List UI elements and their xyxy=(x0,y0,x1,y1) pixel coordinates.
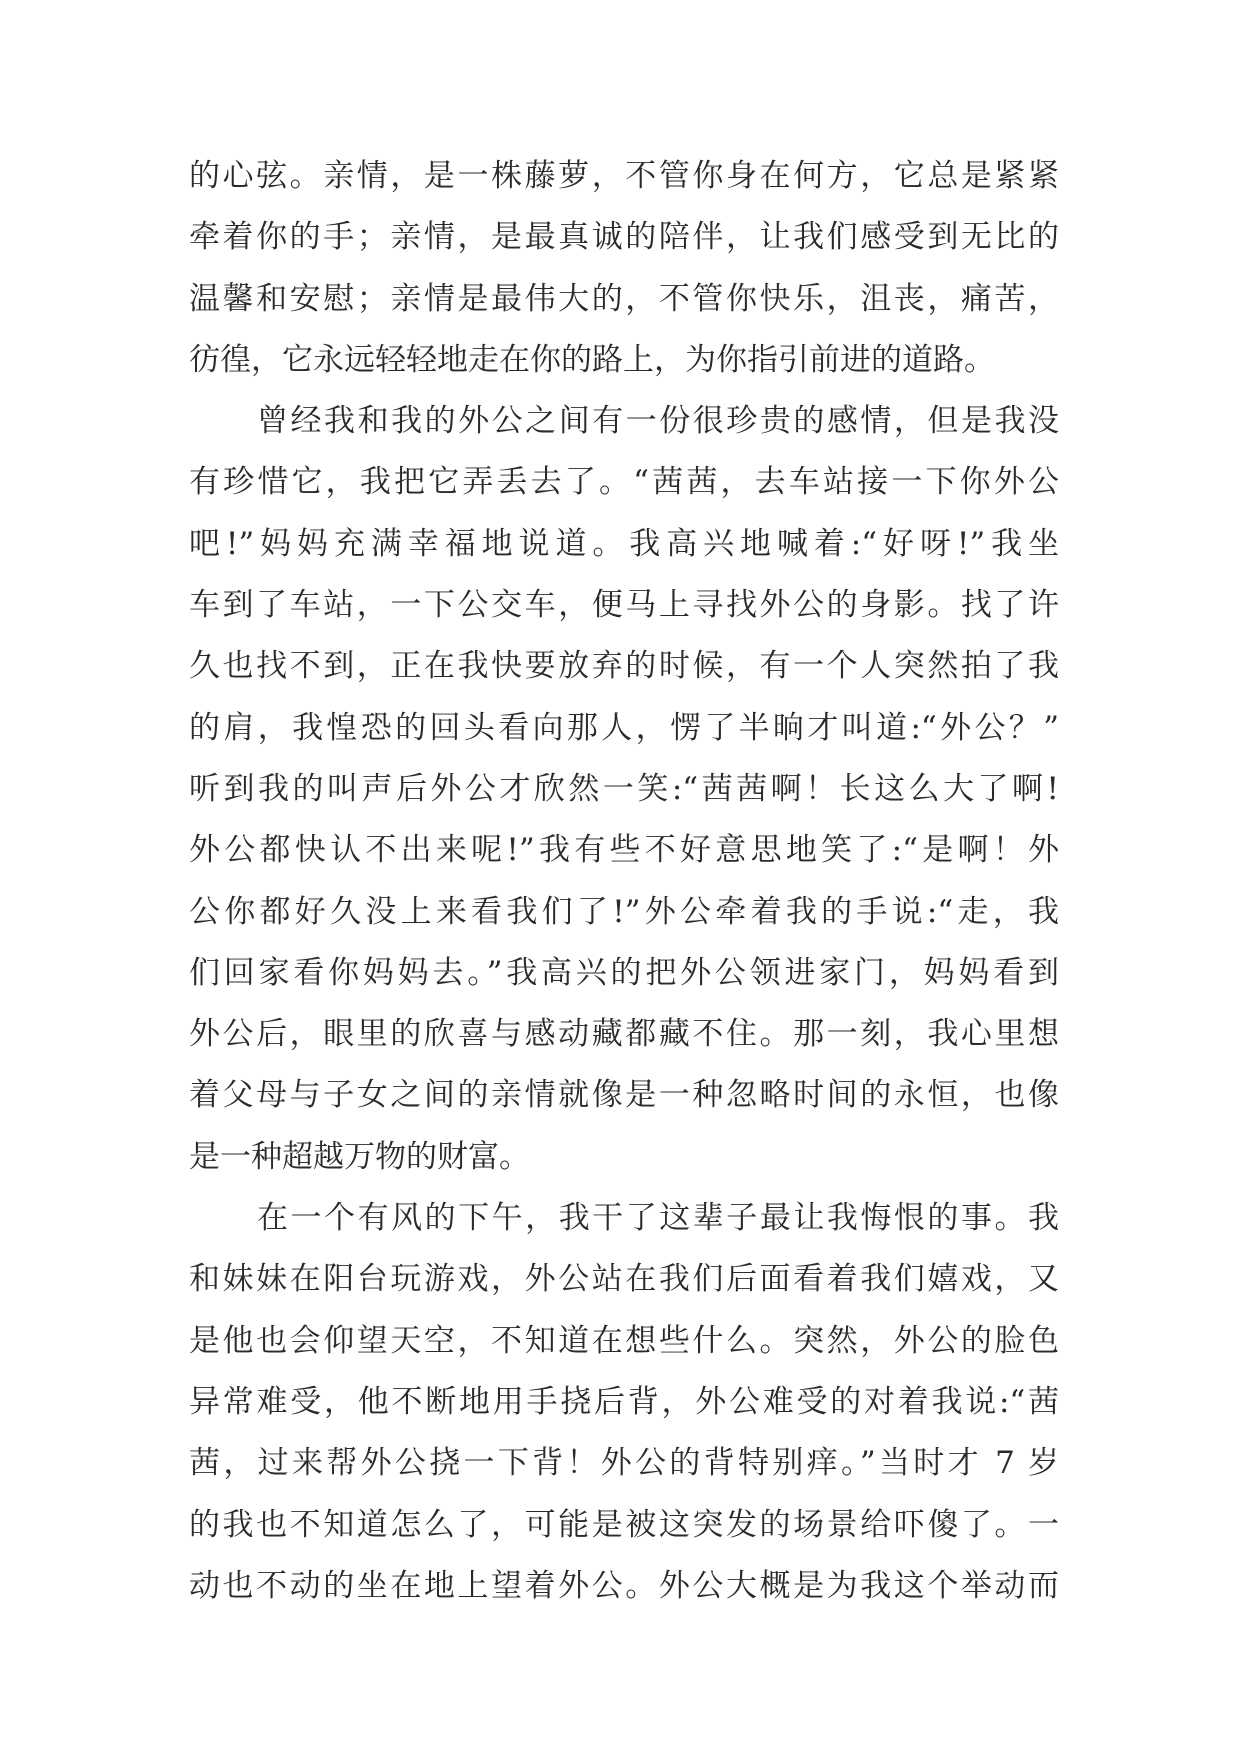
text-line: 是他也会仰望天空，不知道在想些什么。突然，外公的脸色 xyxy=(189,1322,1059,1359)
paragraph xyxy=(189,146,1059,391)
paragraph xyxy=(189,1188,1059,1617)
text-line: 外公都快认不出来呢!”我有些不好意思地笑了:“是啊！外 xyxy=(189,832,1059,869)
text-line: 外公后，眼里的欣喜与感动藏都藏不住。那一刻，我心里想 xyxy=(189,1016,1059,1053)
text-line: 听到我的叫声后外公才欣然一笑:“茜茜啊！长这么大了啊! xyxy=(189,770,1059,807)
text-line: 异常难受，他不断地用手挠后背，外公难受的对着我说:“茜 xyxy=(189,1383,1059,1420)
text-line: 车到了车站，一下公交车，便马上寻找外公的身影。找了许 xyxy=(189,587,1059,624)
text-line: 公你都好久没上来看我们了!”外公牵着我的手说:“走，我 xyxy=(189,893,1059,930)
text-line: 的我也不知道怎么了，可能是被这突发的场景给吓傻了。一 xyxy=(189,1506,1059,1543)
text-line: 的肩，我惶恐的回头看向那人，愣了半晌才叫道:“外公？” xyxy=(189,709,1059,746)
text-line: 温馨和安慰；亲情是最伟大的，不管你快乐，沮丧，痛苦， xyxy=(189,280,1059,317)
text-line: 动也不动的坐在地上望着外公。外公大概是为我这个举动而 xyxy=(189,1567,1059,1604)
text-line: 吧!”妈妈充满幸福地说道。我高兴地喊着:“好呀!”我坐 xyxy=(189,525,1059,562)
text-line: 曾经我和我的外公之间有一份很珍贵的感情，但是我没 xyxy=(257,403,1059,440)
text-line: 在一个有风的下午，我干了这辈子最让我悔恨的事。我 xyxy=(257,1200,1059,1237)
body-text xyxy=(189,146,1059,1617)
text-line: 是一种超越万物的财富。 xyxy=(189,1138,530,1175)
text-line: 有珍惜它，我把它弄丢去了。“茜茜，去车站接一下你外公 xyxy=(189,464,1059,501)
paragraph xyxy=(189,391,1059,1188)
text-line: 们回家看你妈妈去。”我高兴的把外公领进家门，妈妈看到 xyxy=(189,954,1059,991)
text-line: 牵着你的手；亲情，是最真诚的陪伴，让我们感受到无比的 xyxy=(189,219,1059,256)
text-line: 的心弦。亲情，是一株藤萝，不管你身在何方，它总是紧紧 xyxy=(189,158,1059,194)
text-line: 着父母与子女之间的亲情就像是一种忽略时间的永恒，也像 xyxy=(189,1077,1059,1114)
text-line: 彷徨，它永远轻轻地走在你的路上，为你指引前进的道路。 xyxy=(189,341,995,378)
text-line: 茜，过来帮外公挠一下背！外公的背特别痒。”当时才 7 岁 xyxy=(189,1445,1059,1482)
text-line: 和妹妹在阳台玩游戏，外公站在我们后面看着我们嬉戏，又 xyxy=(189,1261,1059,1298)
text-line: 久也找不到，正在我快要放弃的时候，有一个人突然拍了我 xyxy=(189,648,1059,685)
